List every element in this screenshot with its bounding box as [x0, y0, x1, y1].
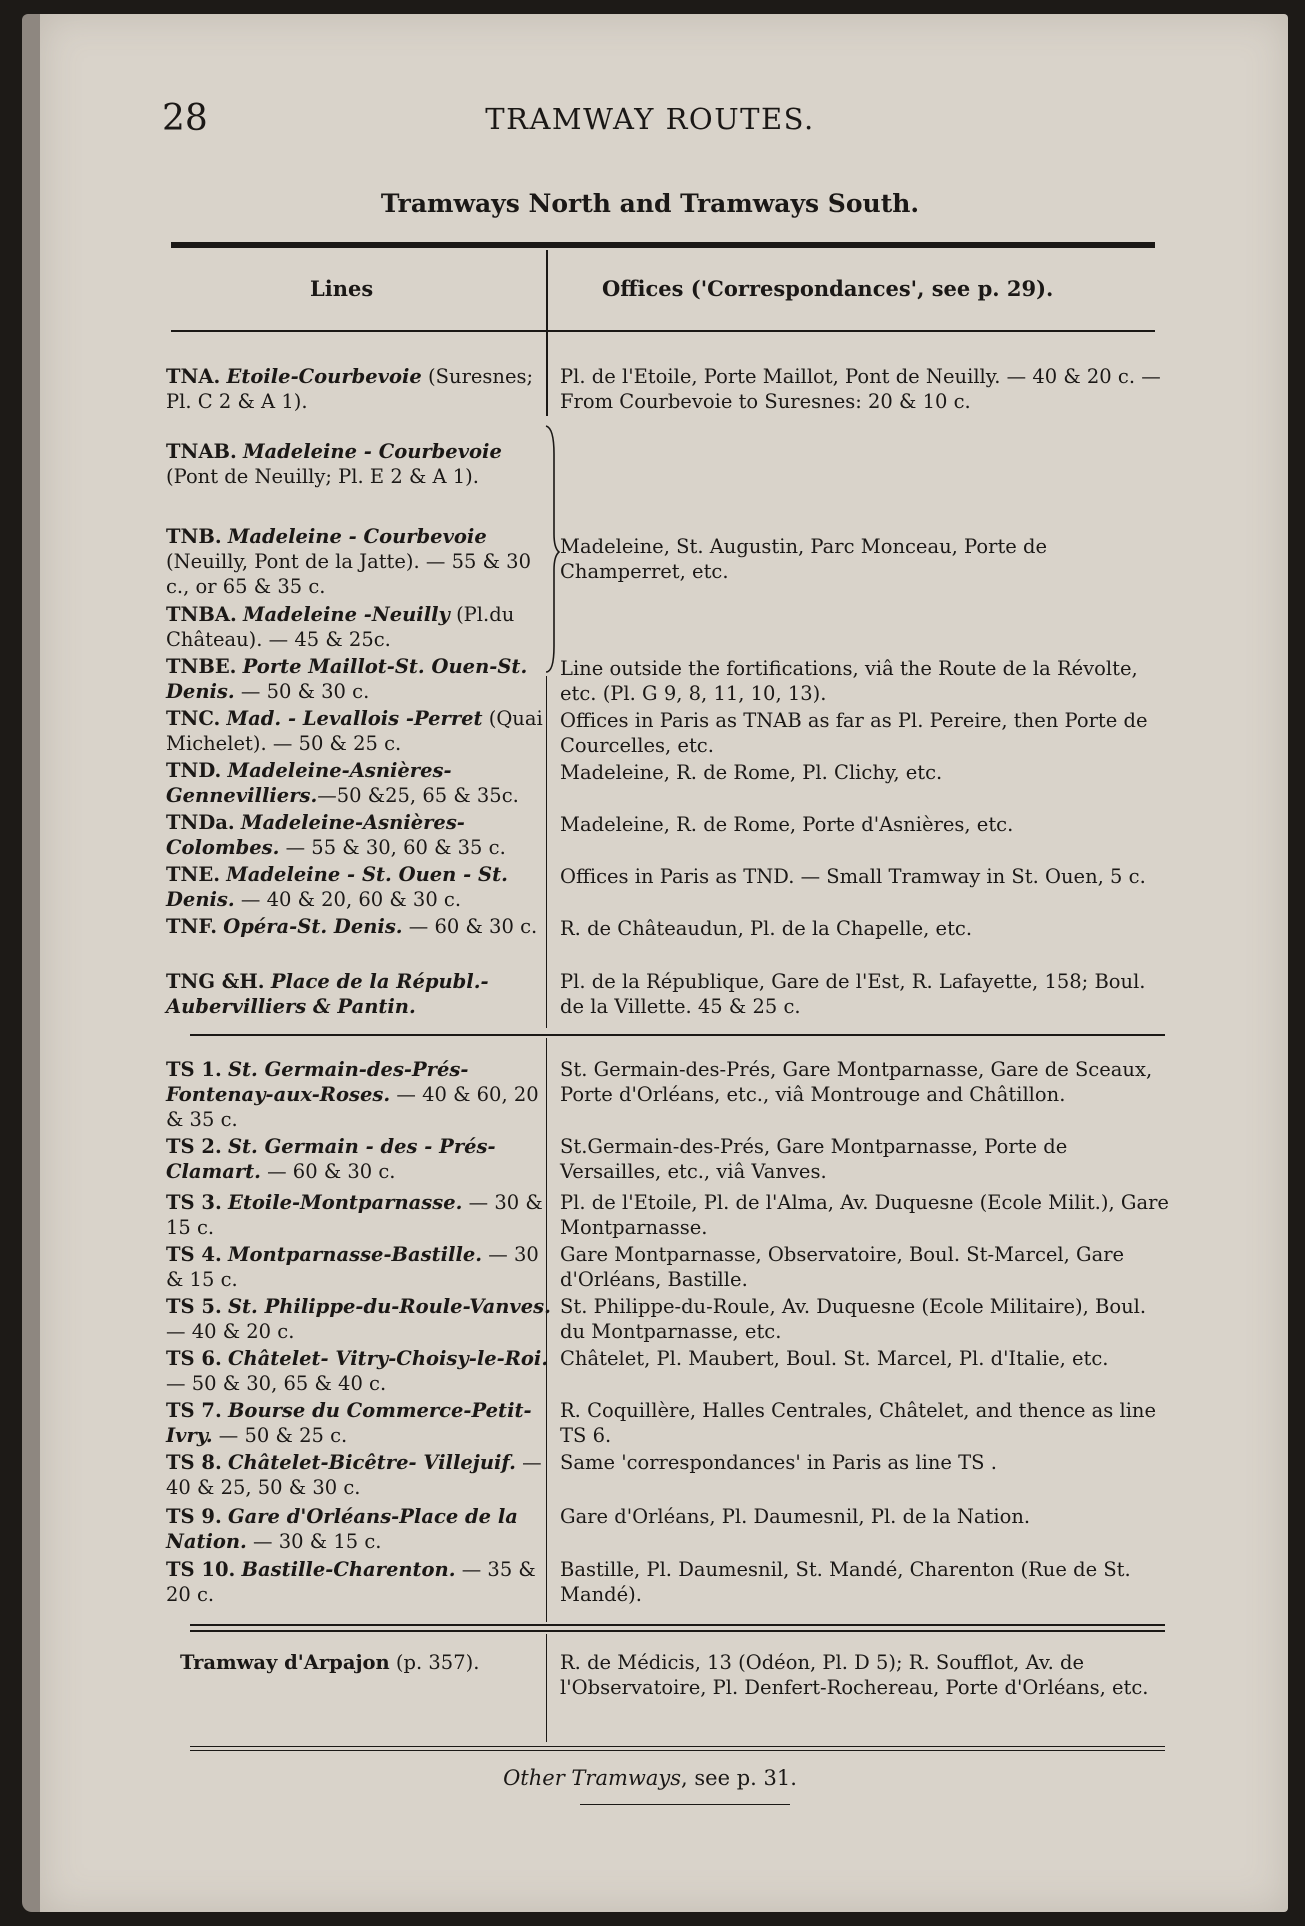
south-office: St. Philippe-du-Roule, Av. Duquesne (Ecole Militaire), Boul. du Montparnasse, etc. [560, 1295, 1147, 1344]
section-title: Tramways North and Tramways South. [380, 189, 920, 218]
line-code: TS 6. [166, 1347, 222, 1370]
line-details: — 30 & 15 c. [246, 1530, 382, 1554]
column-divider [546, 250, 548, 330]
page-header [40, 84, 1288, 139]
column-header-lines: Lines [310, 276, 374, 301]
line-name: Madeleine-Asnières-Colombes. [166, 811, 465, 860]
book-page [22, 14, 1288, 1912]
line-details: — 40 & 20 c. [166, 1320, 295, 1344]
header-bottom-rule [171, 330, 1155, 332]
line-code: TS 1. [166, 1058, 222, 1081]
south-office: Châtelet, Pl. Maubert, Boul. St. Marcel, Pl. d'Italie, etc. [560, 1347, 1109, 1370]
south-line [166, 1504, 556, 1554]
north-line [166, 602, 556, 652]
footer-italic: Other Tramways [503, 1766, 682, 1790]
south-office: Same 'correspondances' in Paris as line TS . [560, 1451, 997, 1474]
line-code: TNBA. [166, 603, 237, 626]
south-line [166, 1557, 556, 1607]
line-name: Madeleine - Courbevoie [242, 440, 502, 463]
line-details: — 35 & 20 c. [166, 1558, 536, 1607]
footer-rest: , see p. 31. [681, 1766, 797, 1790]
line-name: Montparnasse-Bastille. [227, 1243, 483, 1266]
line-details: —50 &25, 65 & 35c. [317, 784, 519, 808]
line-name: Châtelet- Vitry-Choisy-le-Roi. [227, 1347, 549, 1370]
arpajon-line [180, 1650, 570, 1675]
south-office: Gare d'Orléans, Pl. Daumesnil, Pl. de la Nation. [560, 1505, 1031, 1528]
line-details: (Suresnes; Pl. C 2 & A 1). [166, 365, 534, 414]
arpajon-name: Tramway d'Arpajon [180, 1651, 390, 1674]
line-details: (Quai Michelet). — 50 & 25 c. [166, 707, 543, 756]
south-line [166, 1346, 556, 1396]
line-name: Porte Maillot-St. Ouen-St. Denis. [166, 655, 528, 704]
line-code: TS 9. [166, 1505, 222, 1528]
north-line [166, 439, 556, 489]
line-code: TS 2. [166, 1135, 222, 1158]
line-code: TNG &H. [166, 970, 265, 993]
south-office: R. Coquillère, Halles Centrales, Châtelet, and thence as line TS 6. [560, 1399, 1157, 1448]
north-divider [546, 332, 548, 416]
column-header-offices: Offices ('Correspondances', see p. 29). [602, 276, 1054, 301]
line-details: — 30 & 15 c. [166, 1243, 539, 1292]
north-office: Offices in Paris as TND. — Small Tramway in St. Ouen, 5 c. [560, 865, 1146, 888]
line-code: TS 7. [166, 1399, 222, 1422]
south-line [166, 1450, 556, 1500]
line-code: TS 10. [166, 1558, 236, 1581]
line-name: Etoile-Courbevoie [226, 365, 422, 388]
north-office: Madeleine, R. de Rome, Porte d'Asnières, etc. [560, 813, 1014, 836]
line-name: St. Philippe-du-Roule-Vanves. [227, 1295, 551, 1318]
line-name: Madeleine-Asnières-Gennevilliers. [166, 759, 452, 808]
north-line [166, 810, 556, 860]
north-office: R. de Châteaudun, Pl. de la Chapelle, etc. [560, 917, 973, 940]
line-code: TNC. [166, 707, 221, 730]
line-details: (Neuilly, Pont de la Jatte). — 55 & 30 c., or 65 & 35 c. [166, 550, 531, 599]
south-line [166, 1294, 556, 1344]
line-name: Mad. - Levallois -Perret [226, 707, 483, 730]
south-office: St. Germain-des-Prés, Gare Montparnasse, Gare de Sceaux, Porte d'Orléans, etc., viâ Montrouge and Châtillon. [560, 1058, 1153, 1107]
line-name: Madeleine - St. Ouen - St. Denis. [166, 863, 508, 912]
north-line [166, 706, 556, 756]
line-code: TND. [166, 759, 222, 782]
line-code: TNBE. [166, 655, 237, 678]
north-line [166, 654, 556, 704]
running-title: TRAMWAY ROUTES. [485, 102, 815, 136]
line-code: TNB. [166, 525, 222, 548]
page-number: 28 [162, 98, 208, 139]
line-code: TNF. [166, 915, 218, 938]
north-line [166, 364, 556, 414]
line-name: St. Germain-des-Prés-Fontenay-aux-Roses. [166, 1058, 469, 1107]
south-line [166, 1190, 556, 1240]
line-name: Madeleine - Courbevoie [227, 525, 487, 548]
arpajon-ref: (p. 357). [389, 1651, 480, 1674]
arpajon-office: R. de Médicis, 13 (Odéon, Pl. D 5); R. Soufflot, Av. de l'Observatoire, Pl. Denfert-Rochereau, Porte d'Orléans, etc. [560, 1651, 1149, 1700]
double-rule-bottom [190, 1630, 1165, 1632]
line-code: TNAB. [166, 440, 237, 463]
north-office: Offices in Paris as TNAB as far as Pl. Pereire, then Porte de Courcelles, etc. [560, 709, 1148, 758]
south-office: Pl. de l'Etoile, Pl. de l'Alma, Av. Duquesne (Ecole Milit.), Gare Montparnasse. [560, 1191, 1169, 1240]
line-details: — 40 & 60, 20 & 35 c. [166, 1083, 539, 1132]
line-details: — 60 & 30 c. [260, 1160, 396, 1184]
line-code: TNDa. [166, 811, 235, 834]
south-line [166, 1134, 556, 1184]
north-office: Madeleine, R. de Rome, Pl. Clichy, etc. [560, 761, 943, 784]
north-south-rule [190, 1034, 1165, 1036]
line-details: — 30 & 15 c. [166, 1191, 543, 1240]
north-line [166, 969, 556, 1019]
line-details: — 40 & 20, 60 & 30 c. [234, 888, 462, 912]
footer-rule [580, 1804, 790, 1805]
south-line [166, 1242, 556, 1292]
line-name: St. Germain - des - Prés-Clamart. [166, 1135, 496, 1184]
line-details: — 50 & 25 c. [212, 1424, 348, 1448]
grouping-brace [542, 424, 560, 674]
north-office: Line outside the fortifications, viâ the Route de la Révolte, etc. (Pl. G 9, 8, 11, 10, 13). [560, 657, 1138, 706]
double-rule-lower-bottom [190, 1750, 1165, 1751]
south-line [166, 1398, 556, 1448]
line-details: — 55 & 30, 60 & 35 c. [279, 836, 506, 860]
line-code: TNE. [166, 863, 220, 886]
line-details: — 50 & 30, 65 & 40 c. [166, 1372, 387, 1396]
line-details: (Pont de Neuilly; Pl. E 2 & A 1). [166, 465, 479, 489]
line-code: TS 5. [166, 1295, 222, 1318]
line-name: Etoile-Montparnasse. [227, 1191, 463, 1214]
double-rule-lower-top [190, 1746, 1165, 1747]
line-name: Gare d'Orléans-Place de la Nation. [166, 1505, 518, 1554]
north-divider-lower [546, 676, 547, 1028]
line-details: — 60 & 30 c. [402, 915, 538, 938]
south-office: Gare Montparnasse, Observatoire, Boul. St-Marcel, Gare d'Orléans, Bastille. [560, 1243, 1125, 1292]
line-details: (Pl.du Château). — 45 & 25c. [166, 603, 515, 652]
line-details: — 50 & 30 c. [234, 680, 370, 704]
south-office: Bastille, Pl. Daumesnil, St. Mandé, Charenton (Rue de St. Mandé). [560, 1558, 1131, 1607]
line-code: TS 3. [166, 1191, 222, 1214]
north-line [166, 524, 556, 600]
line-name: Opéra-St. Denis. [223, 915, 403, 938]
line-name: Bastille-Charenton. [241, 1558, 456, 1581]
footer-note [40, 1766, 1260, 1790]
line-code: TS 4. [166, 1243, 222, 1266]
north-line [166, 862, 556, 912]
double-rule-top [190, 1624, 1165, 1626]
table-top-rule [171, 242, 1155, 248]
line-name: Madeleine -Neuilly [242, 603, 450, 626]
north-office: Madeleine, St. Augustin, Parc Monceau, Porte de Champerret, etc. [560, 535, 1048, 584]
north-office: Pl. de l'Etoile, Porte Maillot, Pont de Neuilly. — 40 & 20 c. — From Courbevoie to Suresnes: 20 & 10 c. [560, 365, 1161, 414]
line-name: Place de la Républ.-Aubervilliers & Pantin. [166, 970, 489, 1019]
south-office: St.Germain-des-Prés, Gare Montparnasse, Porte de Versailles, etc., viâ Vanves. [560, 1135, 1068, 1184]
line-code: TS 8. [166, 1451, 222, 1474]
south-line [166, 1057, 556, 1133]
line-name: Bourse du Commerce-Petit-Ivry. [166, 1399, 532, 1448]
north-office: Pl. de la République, Gare de l'Est, R. Lafayette, 158; Boul. de la Villette. 45 & 25 c. [560, 970, 1146, 1019]
line-details: — 40 & 25, 50 & 30 c. [166, 1451, 542, 1500]
north-line [166, 914, 556, 939]
line-name: Châtelet-Bicêtre- Villejuif. [227, 1451, 516, 1474]
north-line [166, 758, 556, 808]
line-code: TNA. [166, 365, 221, 388]
